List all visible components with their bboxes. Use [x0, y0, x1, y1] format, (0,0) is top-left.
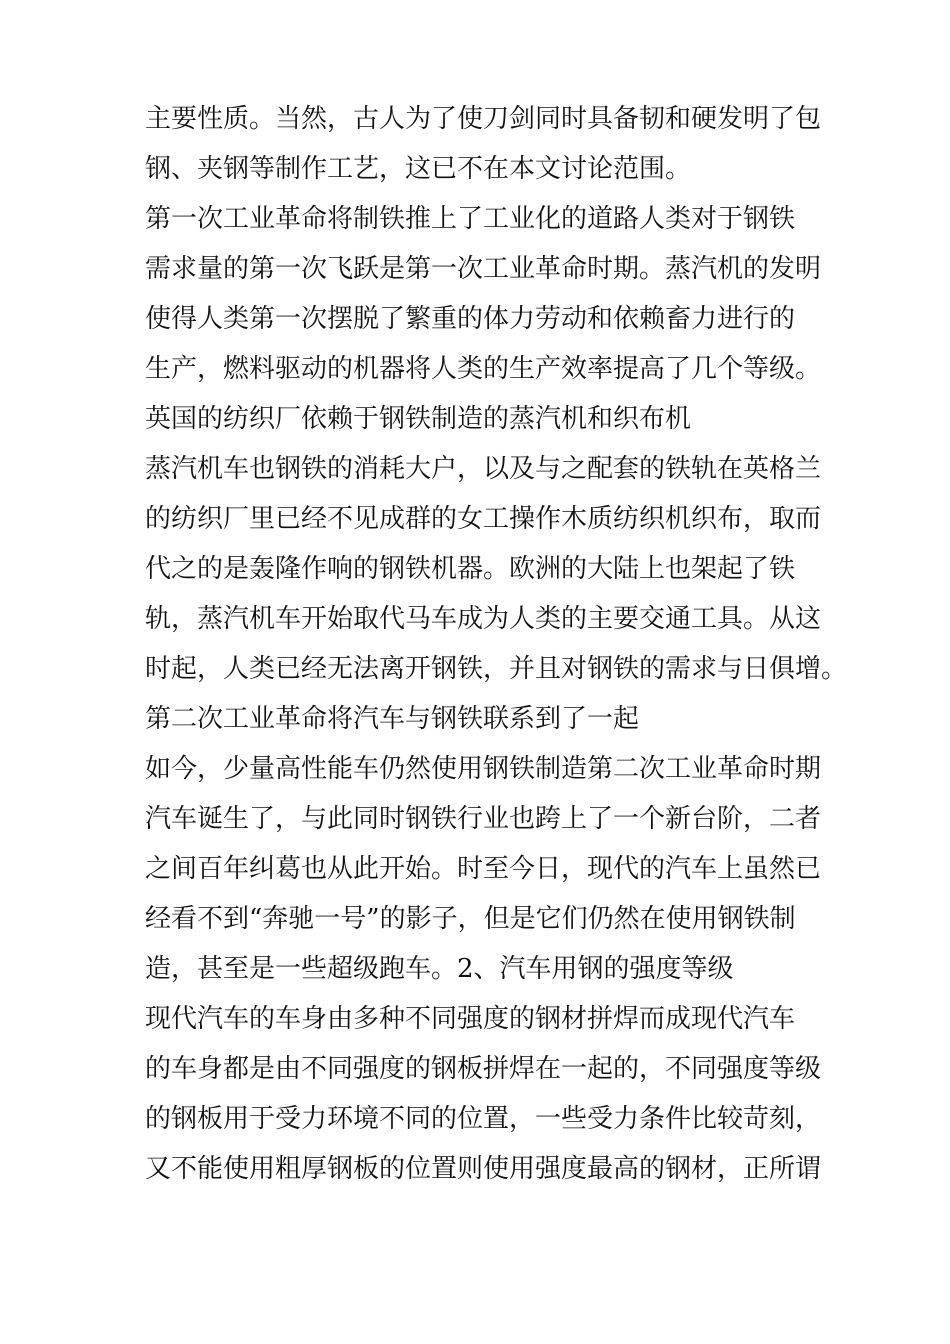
- text-line: 钢、夹钢等制作工艺，这已不在本文讨论范围。: [145, 154, 692, 184]
- document-body: [145, 94, 848, 1194]
- text-line: 主要性质。当然，古人为了使刀剑同时具备韧和硬发明了包: [145, 104, 822, 134]
- text-line: 生产，燃料驱动的机器将人类的生产效率提高了几个等级。: [145, 354, 822, 384]
- text-line: 的钢板用于受力环境不同的位置，一些受力条件比较苛刻，: [145, 1104, 822, 1134]
- text-line: 之间百年纠葛也从此开始。时至今日，现代的汽车上虽然已: [145, 854, 822, 884]
- text-line: 使得人类第一次摆脱了繁重的体力劳动和依赖畜力进行的: [145, 304, 796, 334]
- text-line: 英国的纺织厂依赖于钢铁制造的蒸汽机和织布机: [145, 404, 692, 434]
- text-line: 轨，蒸汽机车开始取代马车成为人类的主要交通工具。从这: [145, 604, 822, 634]
- text-line: 的车身都是由不同强度的钢板拼焊在一起的，不同强度等级: [145, 1054, 822, 1084]
- text-line: 如今，少量高性能车仍然使用钢铁制造第二次工业革命时期: [145, 754, 822, 784]
- text-line: 第二次工业革命将汽车与钢铁联系到了一起: [145, 704, 640, 734]
- text-line: 经看不到“奔驰一号”的影子，但是它们仍然在使用钢铁制: [145, 904, 796, 934]
- text-line: 又不能使用粗厚钢板的位置则使用强度最高的钢材，正所谓: [145, 1154, 822, 1184]
- text-line: 代之的是轰隆作响的钢铁机器。欧洲的大陆上也架起了铁: [145, 554, 796, 584]
- text-line: 汽车诞生了，与此同时钢铁行业也跨上了一个新台阶，二者: [145, 804, 822, 834]
- text-line: 需求量的第一次飞跃是第一次工业革命时期。蒸汽机的发明: [145, 254, 822, 284]
- text-line: 的纺织厂里已经不见成群的女工操作木质纺织机织布，取而: [145, 504, 822, 534]
- text-line: 时起，人类已经无法离开钢铁，并且对钢铁的需求与日俱增。: [145, 654, 848, 684]
- text-line: 第一次工业革命将制铁推上了工业化的道路人类对于钢铁: [145, 204, 796, 234]
- text-line: 现代汽车的车身由多种不同强度的钢材拼焊而成现代汽车: [145, 1004, 796, 1034]
- text-line: 造，甚至是一些超级跑车。2、汽车用钢的强度等级: [145, 954, 734, 984]
- text-line: 蒸汽机车也钢铁的消耗大户，以及与之配套的铁轨在英格兰: [145, 454, 822, 484]
